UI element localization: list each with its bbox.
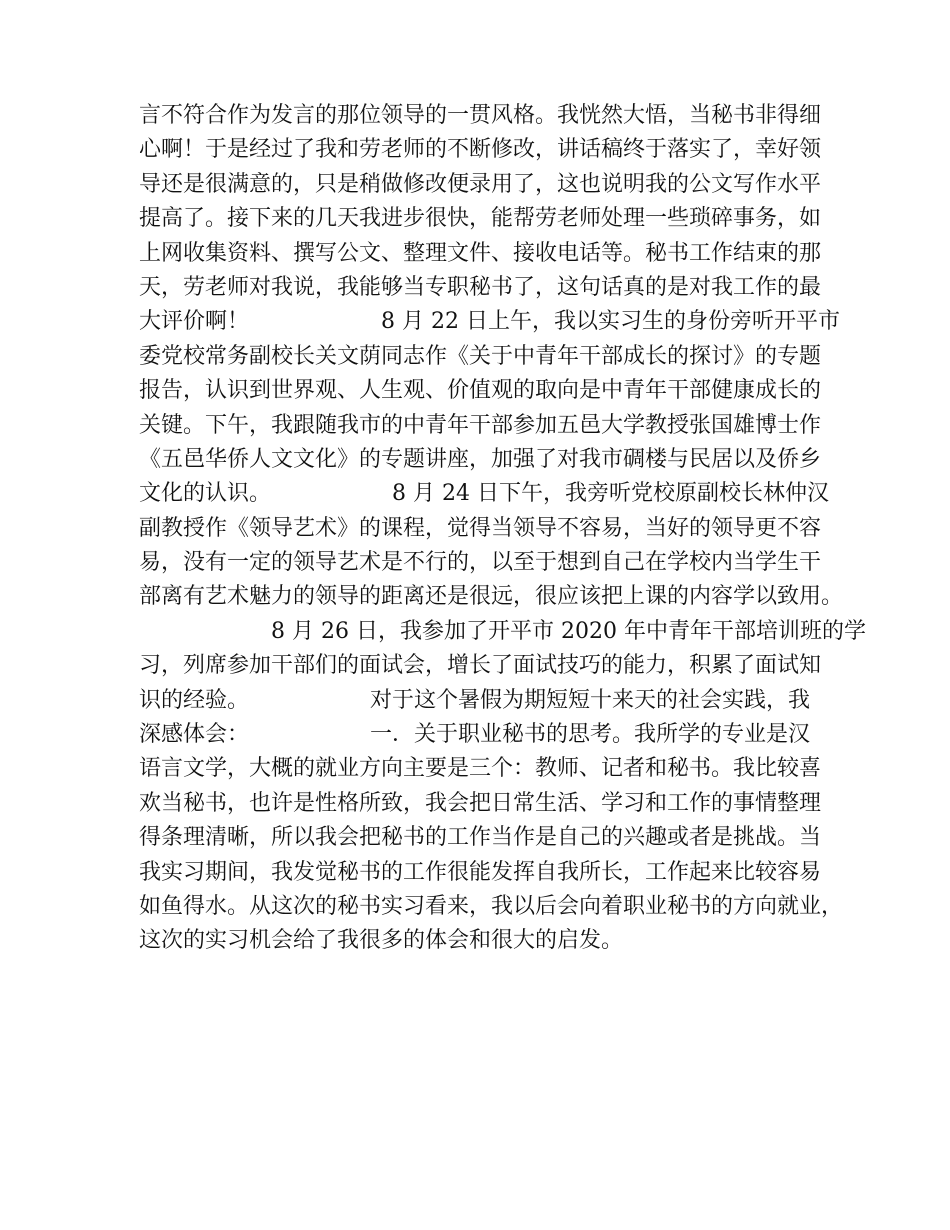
text-line-4: 提高了。接下来的几天我进步很快，能帮劳老师处理一些琐碎事务，如 bbox=[139, 206, 822, 232]
text-line-25: 这次的实习机会给了我很多的体会和很大的启发。 bbox=[139, 928, 624, 954]
text-line-24: 如鱼得水。从这次的秘书实习看来，我以后会向着职业秘书的方向就业， bbox=[139, 893, 844, 919]
text-line-9: 报告，认识到世界观、人生观、价值观的取向是中青年干部健康成长的 bbox=[139, 378, 822, 404]
text-line-13: 副教授作《领导艺术》的课程，觉得当领导不容易，当好的领导更不容 bbox=[139, 515, 822, 541]
text-line-6: 天，劳老师对我说，我能够当专职秘书了，这句话真的是对我工作的最 bbox=[139, 274, 822, 300]
text-line-22: 得条理清晰，所以我会把秘书的工作当作是自己的兴趣或者是挑战。当 bbox=[139, 825, 822, 851]
text-line-1: 言不符合作为发言的那位领导的一贯风格。我恍然大悟，当秘书非得细 bbox=[139, 103, 822, 128]
text-line-5: 上网收集资料、撰写公文、整理文件、接收电话等。秘书工作结束的那 bbox=[139, 240, 822, 266]
text-line-12: 文化的认识。 8 月 24 日下午，我旁听党校原副校长林仲汉 bbox=[139, 481, 829, 507]
text-line-18: 识的经验。 对于这个暑假为期短短十来天的社会实践，我 bbox=[139, 687, 811, 713]
text-line-20: 语言文学，大概的就业方向主要是三个：教师、记者和秘书。我比较喜 bbox=[139, 756, 822, 782]
text-line-8: 委党校常务副校长关文荫同志作《关于中青年干部成长的探讨》的专题 bbox=[139, 343, 822, 369]
text-line-11: 《五邑华侨人文文化》的专题讲座，加强了对我市碉楼与民居以及侨乡 bbox=[139, 446, 822, 472]
text-line-3: 导还是很满意的，只是稍做修改便录用了，这也说明我的公文写作水平 bbox=[139, 171, 822, 197]
text-line-2: 心啊！于是经过了我和劳老师的不断修改，讲话稿终于落实了，幸好领 bbox=[139, 137, 822, 163]
text-line-17: 习，列席参加干部们的面试会，增长了面试技巧的能力，积累了面试知 bbox=[139, 653, 822, 679]
text-line-21: 欢当秘书，也许是性格所致，我会把日常生活、学习和工作的事情整理 bbox=[139, 790, 822, 816]
text-line-16: 8 月 26 日，我参加了开平市 2020 年中青年干部培训班的学 bbox=[139, 618, 866, 644]
text-line-7: 大评价啊！ 8 月 22 日上午，我以实习生的身份旁听开平市 bbox=[139, 309, 840, 335]
text-line-10: 关键。下午，我跟随我市的中青年干部参加五邑大学教授张国雄博士作 bbox=[139, 412, 822, 438]
body-text bbox=[139, 99, 866, 959]
text-line-19: 深感体会： 一．关于职业秘书的思考。我所学的专业是汉 bbox=[139, 722, 811, 748]
text-line-15: 部离有艺术魅力的领导的距离还是很远，很应该把上课的内容学以致用。 bbox=[139, 584, 844, 610]
text-line-14: 易，没有一定的领导艺术是不行的，以至于想到自己在学校内当学生干 bbox=[139, 550, 822, 576]
text-line-23: 我实习期间，我发觉秘书的工作很能发挥自我所长，工作起来比较容易 bbox=[139, 859, 822, 885]
